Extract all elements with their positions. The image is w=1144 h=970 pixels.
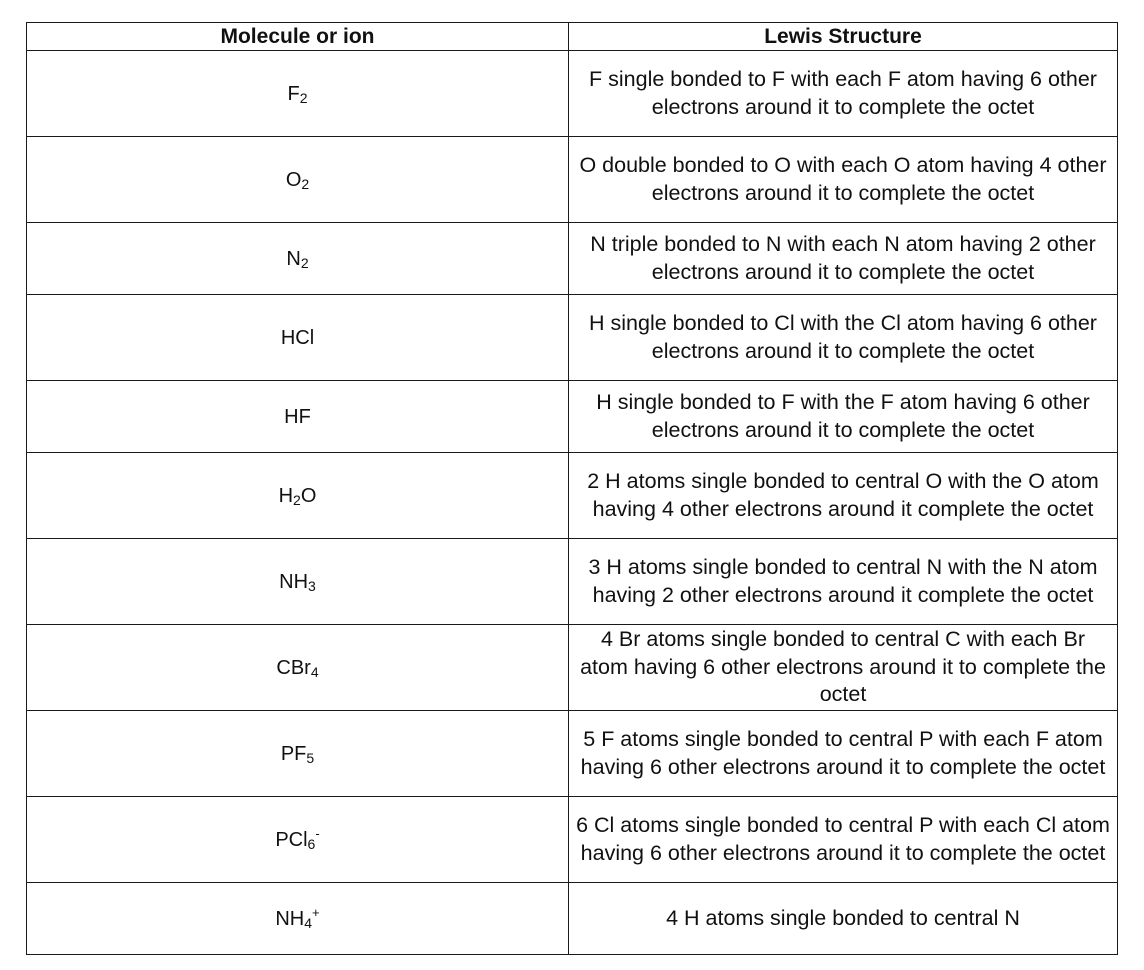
lewis-description: 4 Br atoms single bonded to central C with each Br atom having 6 other electrons around it to complete the octet bbox=[569, 625, 1118, 711]
molecule-formula bbox=[27, 539, 569, 625]
formula-text: PF bbox=[280, 742, 307, 765]
formula-text: CBr bbox=[276, 656, 311, 679]
formula-text: O bbox=[300, 484, 317, 507]
table-row bbox=[27, 883, 1118, 955]
molecule-formula bbox=[27, 797, 569, 883]
formula-subscript: 2 bbox=[293, 491, 301, 508]
lewis-description: 4 H atoms single bonded to central N bbox=[569, 883, 1118, 955]
molecule-formula bbox=[27, 883, 569, 955]
table-row bbox=[27, 797, 1118, 883]
lewis-description: H single bonded to F with the F atom having 6 other electrons around it to complete the octet bbox=[569, 381, 1118, 453]
molecule-formula bbox=[27, 625, 569, 711]
formula-text: NH bbox=[275, 907, 305, 930]
molecule-formula bbox=[27, 381, 569, 453]
formula-text: N bbox=[286, 247, 301, 270]
table-row bbox=[27, 625, 1118, 711]
molecule-formula bbox=[27, 453, 569, 539]
formula-subscript: 5 bbox=[306, 749, 315, 766]
lewis-description: 3 H atoms single bonded to central N with the N atom having 2 other electrons around it complete the octet bbox=[569, 539, 1118, 625]
molecule-formula bbox=[27, 137, 569, 223]
formula-text: HCl bbox=[280, 326, 315, 349]
lewis-description: N triple bonded to N with each N atom having 2 other electrons around it to complete the octet bbox=[569, 223, 1118, 295]
lewis-description: 6 Cl atoms single bonded to central P with each Cl atom having 6 other electrons around it to complete the octet bbox=[569, 797, 1118, 883]
table-row bbox=[27, 453, 1118, 539]
formula-text: PCl bbox=[275, 828, 308, 851]
table-row bbox=[27, 539, 1118, 625]
formula-subscript: 6 bbox=[307, 835, 316, 852]
molecule-formula bbox=[27, 711, 569, 797]
lewis-description: 5 F atoms single bonded to central P with each F atom having 6 other electrons around it to complete the octet bbox=[569, 711, 1118, 797]
table-row bbox=[27, 51, 1118, 137]
table-row bbox=[27, 295, 1118, 381]
table-row bbox=[27, 381, 1118, 453]
lewis-description: O double bonded to O with each O atom having 4 other electrons around it to complete the octet bbox=[569, 137, 1118, 223]
table-row bbox=[27, 711, 1118, 797]
molecule-formula bbox=[27, 51, 569, 137]
lewis-description: 2 H atoms single bonded to central O with the O atom having 4 other electrons around it complete the octet bbox=[569, 453, 1118, 539]
formula-text: H bbox=[278, 484, 294, 507]
formula-subscript: 3 bbox=[308, 577, 316, 594]
formula-subscript: 2 bbox=[299, 89, 308, 106]
formula-subscript: 2 bbox=[300, 254, 309, 271]
header-row bbox=[27, 23, 1118, 51]
molecule-formula bbox=[27, 295, 569, 381]
formula-text: HF bbox=[284, 405, 311, 428]
table-row bbox=[27, 223, 1118, 295]
table-body bbox=[27, 51, 1118, 955]
header-molecule: Molecule or ion bbox=[27, 23, 569, 51]
lewis-description: F single bonded to F with each F atom having 6 other electrons around it to complete the octet bbox=[569, 51, 1118, 137]
formula-subscript: 4 bbox=[304, 914, 313, 931]
formula-charge: - bbox=[315, 825, 320, 841]
molecule-formula bbox=[27, 223, 569, 295]
lewis-structure-table bbox=[26, 22, 1118, 955]
table-row bbox=[27, 137, 1118, 223]
formula-text: O bbox=[285, 168, 302, 191]
lewis-description: H single bonded to Cl with the Cl atom having 6 other electrons around it to complete the octet bbox=[569, 295, 1118, 381]
formula-subscript: 4 bbox=[310, 663, 319, 680]
formula-charge: + bbox=[312, 904, 320, 920]
header-lewis-structure: Lewis Structure bbox=[569, 23, 1118, 51]
formula-text: F bbox=[287, 82, 300, 105]
formula-subscript: 2 bbox=[301, 175, 310, 192]
formula-text: NH bbox=[279, 570, 309, 593]
